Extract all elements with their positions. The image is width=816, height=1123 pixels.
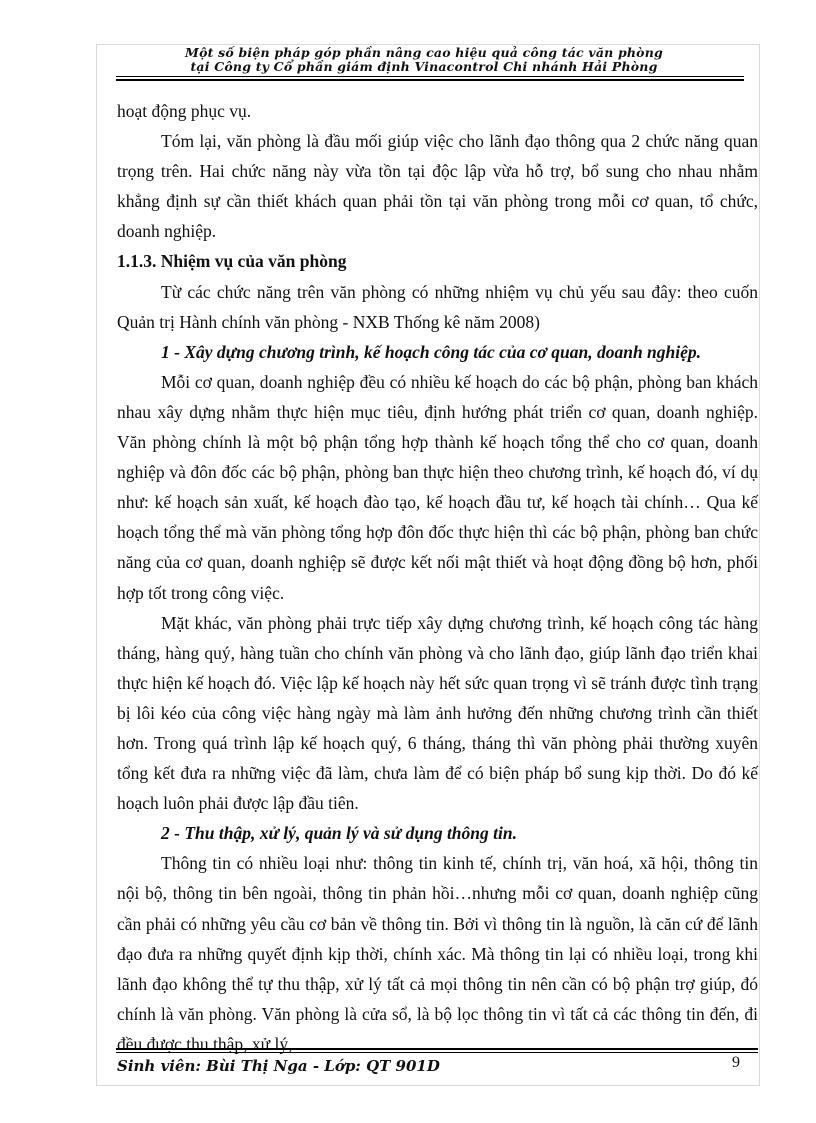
paragraph: Tóm lại, văn phòng là đầu mối giúp việc cho lãnh đạo thông qua 2 chức năng quan trọng trên. Hai chức năng này vừa tồn tại độc lập vừa hỗ trợ, bổ sung cho nhau nhằm khẳng định sự cần thiết khách quan phải tồn tại văn phòng trong mỗi cơ quan, tổ chức, doanh nghiệp. bbox=[117, 131, 758, 242]
page-number: 9 bbox=[732, 1054, 740, 1071]
paragraph: Thông tin có nhiều loại như: thông tin kinh tế, chính trị, văn hoá, xã hội, thông tin nội bộ, thông tin bên ngoài, thông tin phản hồi…nhưng mỗi cơ quan, doanh nghiệp cũng cần phải có những yêu cầu cơ bản về thông tin. Bởi vì thông tin là nguồn, là căn cứ để lãnh đạo đưa ra những quyết định kịp thời, chính xác. Mà thông tin lại có nhiều loại, trong khi lãnh đạo không thể tự thu thập, xử lý tất cả mọi thông tin nên cần có bộ phận trợ giúp, đó chính là văn phòng. Văn phòng là cửa sổ, là bộ lọc thông tin vì tất cả các thông tin đến, đi đều được thu thập, xử lý, bbox=[117, 853, 758, 1054]
paragraph: Mặt khác, văn phòng phải trực tiếp xây dựng chương trình, kế hoạch công tác hàng tháng, hàng quý, hàng tuần cho chính văn phòng và cho lãnh đạo, giúp lãnh đạo triển khai thực hiện kế hoạch đó. Việc lập kế hoạch này hết sức quan trọng vì sẽ tránh được tình trạng bị lôi kéo của công việc hàng ngày mà làm ảnh hưởng đến những chương trình cần thiết hơn. Trong quá trình lập kế hoạch quý, 6 tháng, tháng thì văn phòng phải thường xuyên tổng kết đưa ra những việc đã làm, chưa làm để có biện pháp bổ sung kịp thời. Do đó kế hoạch luôn phải được lập đầu tiên. bbox=[117, 612, 758, 814]
header-rule-thick bbox=[116, 79, 744, 81]
header-line-1: Một số biện pháp góp phần nâng cao hiệu quả công tác văn phòng bbox=[185, 45, 663, 60]
document-body bbox=[117, 96, 758, 1059]
footer-rule bbox=[116, 1052, 758, 1053]
subsection-heading: 2 - Thu thập, xử lý, quản lý và sử dụng thông tin. bbox=[161, 823, 517, 844]
paragraph: hoạt động phục vụ. bbox=[117, 101, 252, 121]
section-heading: 1.1.3. Nhiệm vụ của văn phòng bbox=[117, 251, 347, 272]
footer-rule-thick bbox=[116, 1048, 758, 1050]
footer-author: Sinh viên: Bùi Thị Nga - Lớp: QT 901D bbox=[117, 1057, 440, 1075]
subsection-heading: 1 - Xây dựng chương trình, kế hoạch công tác của cơ quan, doanh nghiệp. bbox=[161, 341, 702, 362]
header-rule bbox=[116, 76, 744, 77]
header-line-2: tại Công ty Cổ phần giám định Vinacontrol Chi nhánh Hải Phòng bbox=[190, 59, 658, 74]
paragraph: Từ các chức năng trên văn phòng có những nhiệm vụ chủ yếu sau đây: theo cuốn Quản trị Hành chính văn phòng - NXB Thống kê năm 2008) bbox=[117, 281, 758, 332]
running-header bbox=[110, 46, 738, 74]
paragraph: Mỗi cơ quan, doanh nghiệp đều có nhiều kế hoạch do các bộ phận, phòng ban khách nhau xây dựng nhằm thực hiện mục tiêu, định hướng phát triển cơ quan, doanh nghiệp. Văn phòng chính là một bộ phận tổng hợp thành kế hoạch tổng thể cho cơ quan, doanh nghiệp và đôn đốc các bộ phận, phòng ban thực hiện theo chương trình, kế hoạch đó, ví dụ như: kế hoạch sản xuất, kế hoạch đào tạo, kế hoạch đầu tư, kế hoạch tài chính… Qua kế hoạch tổng thể mà văn phòng tổng hợp đôn đốc thực hiện thì các bộ phận, phòng ban chức năng của cơ quan, doanh nghiệp sẽ được kết nối mật thiết và hoạt động đồng bộ hơn, phối hợp tốt trong công việc. bbox=[117, 371, 758, 603]
